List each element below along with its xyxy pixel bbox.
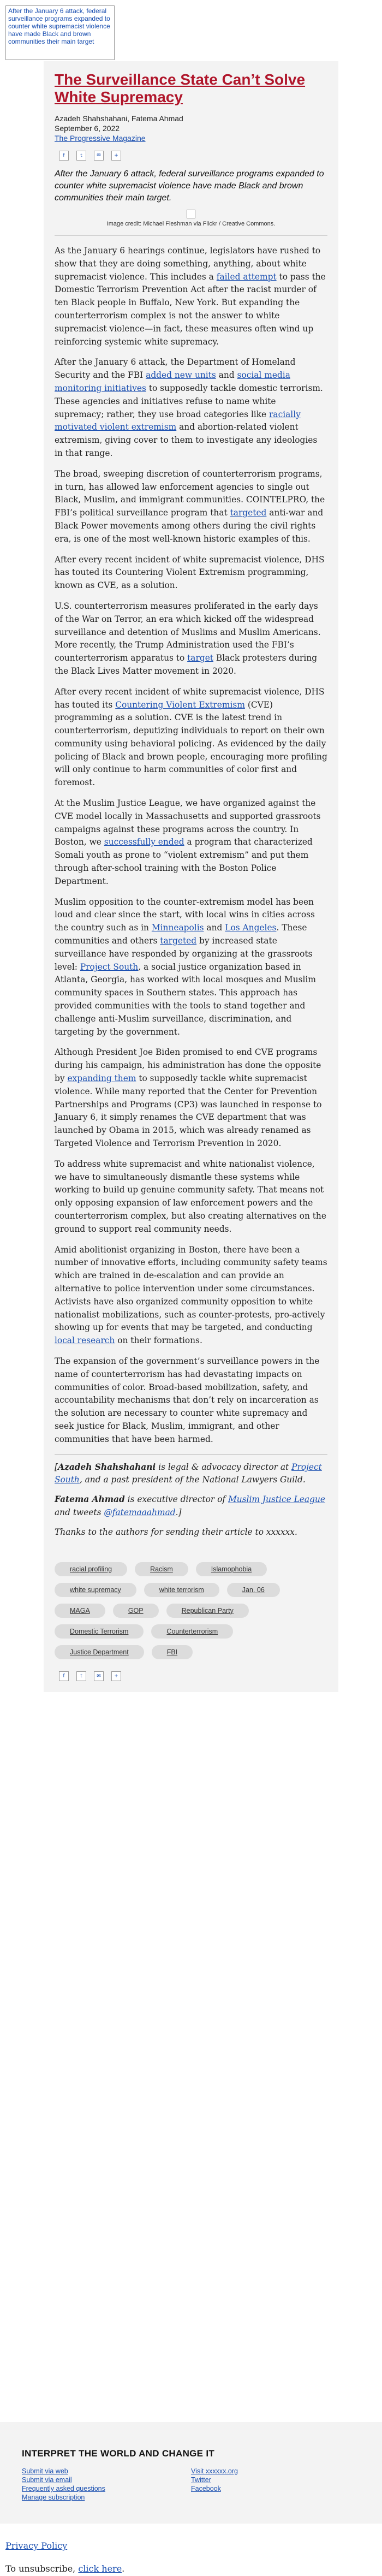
inline-link[interactable]: failed attempt <box>216 271 277 282</box>
article-authors: Azadeh Shahshahani, Fatema Ahmad <box>55 114 183 123</box>
paragraph: As the January 6 hearings continue, legislators have rushed to show that they are doing something, anything, about white supremacist violence. This includes a failed attempt to pass the Domestic Terrorism Prevention Act after the racist murder of ten Black people in Buffalo, New York. But expanding the counterterrorism complex is not the answer to white supremacist violence—in fact, these measures often wind up reinforcing systemic white supremacy. <box>55 246 326 347</box>
bio-shahshahani: [Azadeh Shahshahani is legal & advocacy director at Project South, and a past president of the National Lawyers Guild. <box>55 1462 322 1485</box>
paragraph: Muslim opposition to the counter-extremism model has been loud and clear since the start, with local wins in cities across the country such as in Minneapolis and Los Angeles. These communities and others targeted by increased state surveillance have responded by organizing at the grassroots level: Project South, a social justice organization based in Atlanta, Georgia, has worked with local mosques and Muslim community spaces in Southern states. This approach has provided communities with the tools to stand together and challenge anti-Muslim surveillance, discrimination, and targeting by the government. <box>55 897 316 1037</box>
article-body <box>55 245 327 1455</box>
unsubscribe-line: To unsubscribe, click here. <box>5 2563 125 2574</box>
inline-link[interactable]: racially motivated violent extremism <box>55 409 301 432</box>
tag-link[interactable]: FBI <box>152 1645 193 1659</box>
footer-left-links <box>22 2467 191 2502</box>
paragraph: The expansion of the government’s surveillance powers in the name of counterterrorism has had devastating impacts on communities of color. Broad-based mobilization, safety, and accountability mechanisms that don’t rely on incarceration as the solution are necessary to counter white supremacy and seek justice for Black, Muslim, immigrant, and other communities that have been harmed. <box>55 1356 320 1444</box>
article-source-link[interactable]: The Progressive Magazine <box>55 134 146 143</box>
inline-link[interactable]: Project South <box>80 961 139 972</box>
tag-list <box>44 1562 338 1659</box>
divider <box>55 235 327 236</box>
bottom-links <box>5 2539 124 2576</box>
tag-link[interactable]: GOP <box>113 1604 159 1618</box>
header-image-placeholder[interactable]: After the January 6 attack, federal surveillance programs expanded to counter white supremacist violence have made Black and brown communities their main target <box>5 5 115 60</box>
paragraph: U.S. counterterrorism measures proliferated in the early days of the War on Terror, an era which kicked off the widespread surveillance and detention of Muslims and Muslim Americans. More recently, the Trump Administration used the FBI’s counterterrorism apparatus to target Black protesters during the Black Lives Matter movement in 2020. <box>55 601 321 676</box>
thanks-note: Thanks to the authors for sending their article to xxxxxx. <box>55 1527 297 1537</box>
footer-link[interactable]: Frequently asked questions <box>22 2485 105 2492</box>
inline-link[interactable]: added new units <box>146 370 216 381</box>
paragraph: After every recent incident of white supremacist violence, DHS has touted its Countering Violent Extremism (CVE) programming as a solution. CVE is the latest trend in counterterrorism, deputizing individuals to report on their own community using behavioral policing. As evidenced by the daily policing of Black and brown people, encouraging more profiling will only continue to harm communities of color first and foremost. <box>55 686 327 788</box>
article-meta <box>55 114 327 143</box>
footer-heading: INTERPRET THE WORLD AND CHANGE IT <box>22 2448 215 2459</box>
tag-link[interactable]: Domestic Terrorism <box>55 1624 144 1639</box>
tag-link[interactable]: white terrorism <box>144 1583 219 1597</box>
tag-link[interactable]: MAGA <box>55 1604 105 1618</box>
author-name: Fatema Ahmad <box>55 1494 125 1505</box>
inline-link[interactable]: targeted <box>230 508 267 518</box>
article-dek: After the January 6 attack, federal surveillance programs expanded to counter white supremacist violence have made Black and brown communities their main target. <box>55 169 324 203</box>
inline-link[interactable]: social media monitoring initiatives <box>55 370 290 393</box>
email-icon[interactable]: ✉ <box>94 1671 104 1681</box>
bio-ahmad: Fatema Ahmad is executive director of Muslim Justice League and tweets @fatemaaahmad.] <box>55 1494 325 1517</box>
inline-link[interactable]: Los Angeles <box>225 923 277 933</box>
footer-link[interactable]: Twitter <box>191 2476 211 2484</box>
share-bar-top <box>59 151 327 161</box>
unsubscribe-link[interactable]: click here <box>78 2563 122 2574</box>
inline-link[interactable]: successfully ended <box>104 837 184 847</box>
twitter-icon[interactable]: t <box>76 151 86 161</box>
article-date: September 6, 2022 <box>55 124 120 133</box>
inline-link[interactable]: targeted <box>160 936 197 946</box>
tag-link[interactable]: Justice Department <box>55 1645 144 1659</box>
tag-link[interactable]: racial profiling <box>55 1562 127 1576</box>
divider <box>55 1454 327 1455</box>
inline-link[interactable]: Countering Violent Extremism <box>115 699 245 710</box>
twitter-icon[interactable]: t <box>76 1671 86 1681</box>
inline-link[interactable]: Project South <box>55 1462 322 1485</box>
image-placeholder-icon <box>187 210 195 218</box>
paragraph: After every recent incident of white supremacist violence, DHS has touted its Countering Violent Extremism programming, known as CVE, as a solution. <box>55 554 325 591</box>
paragraph: The broad, sweeping discretion of counterterrorism programs, in turn, has allowed law enforcement agencies to single out Black, Muslim, and immigrant communities. COINTELPRO, the FBI’s political surveillance program that targeted anti-war and Black Power movements among others during the civil rights era, is one of the most well-known historic examples of this. <box>55 468 325 544</box>
footer <box>0 2422 382 2524</box>
inline-link[interactable]: Minneapolis <box>151 923 204 933</box>
footer-link[interactable]: Visit xxxxxx.org <box>191 2467 238 2475</box>
author-name: Azadeh Shahshahani <box>58 1462 156 1472</box>
tag-link[interactable]: Republican Party <box>166 1604 249 1618</box>
footer-link[interactable]: Submit via email <box>22 2476 72 2484</box>
footer-right-links <box>191 2467 360 2502</box>
image-credit: Image credit: Michael Fleshman via Flickr / Creative Commons. <box>106 221 276 227</box>
paragraph: To address white supremacist and white nationalist violence, we have to simultaneously dismantle these systems while working to build up genuine community safety. That means not only opposing expansion of law enforcement powers and the counterterrorism complex, but also creating alternatives on the ground to support real community needs. <box>55 1159 326 1234</box>
hero-image <box>55 210 327 228</box>
footer-link[interactable]: Facebook <box>191 2485 221 2492</box>
inline-link[interactable]: target <box>187 653 213 663</box>
inline-link[interactable]: local research <box>55 1336 115 1346</box>
share-bar-bottom <box>59 1671 338 1681</box>
share-icon[interactable]: + <box>111 1671 121 1681</box>
article-title[interactable]: The Surveillance State Can’t Solve White Supremacy <box>55 71 306 105</box>
footer-link[interactable]: Manage subscription <box>22 2494 85 2501</box>
inline-link[interactable]: Muslim Justice League <box>228 1494 325 1505</box>
facebook-icon[interactable]: f <box>59 1671 69 1681</box>
inline-link[interactable]: @fatemaaahmad <box>104 1507 176 1517</box>
privacy-policy-link[interactable]: Privacy Policy <box>5 2541 68 2551</box>
article-card <box>44 61 338 1692</box>
share-icon[interactable]: + <box>111 151 121 161</box>
email-icon[interactable]: ✉ <box>94 151 104 161</box>
paragraph: After the January 6 attack, the Department of Homeland Security and the FBI added new units and social media monitoring initiatives to supposedly tackle domestic terrorism. These agencies and initiatives refuse to name white supremacy; rather, they use broad categories like racially motivated violent extremism and abortion-related violent extremism, giving cover to them to investigate any ideologies in that range. <box>55 357 323 458</box>
paragraph: Amid abolitionist organizing in Boston, there have been a number of innovative efforts, including community safety teams which are trained in de-escalation and can provide an alternative to police intervention under some circumstances. Activists have also organized community opposition to white nationalist mobilizations, such as counter-protests, pro-actively showing up for events that may be targeted, and conducting local research on their formations. <box>55 1244 327 1346</box>
paragraph: At the Muslim Justice League, we have organized against the CVE model locally in Massachusetts and supported grassroots campaigns against these programs across the country. In Boston, we successfully ended a program that characterized Somali youth as prone to “violent extremism” and put them through after-school training with the Boston Police Department. <box>55 798 321 886</box>
tag-link[interactable]: Racism <box>135 1562 188 1576</box>
footer-link[interactable]: Submit via web <box>22 2467 68 2475</box>
facebook-icon[interactable]: f <box>59 151 69 161</box>
author-bio <box>55 1461 327 1539</box>
paragraph: Although President Joe Biden promised to end CVE programs during his campaign, his administration has done the opposite by expanding them to supposedly tackle white supremacist violence. While many reported that the Center for Prevention Partnerships and Programs (CP3) was launched in response to January 6, it simply renames the CVE department that was launched by Obama in 2015, which was already renamed as Targeted Violence and Terrorism Prevention in 2020. <box>55 1047 322 1148</box>
tag-link[interactable]: Islamophobia <box>196 1562 267 1576</box>
tag-link[interactable]: Jan. 06 <box>227 1583 280 1597</box>
tag-link[interactable]: Counterterrorism <box>151 1624 233 1639</box>
tag-link[interactable]: white supremacy <box>55 1583 136 1597</box>
inline-link[interactable]: expanding them <box>67 1073 136 1084</box>
